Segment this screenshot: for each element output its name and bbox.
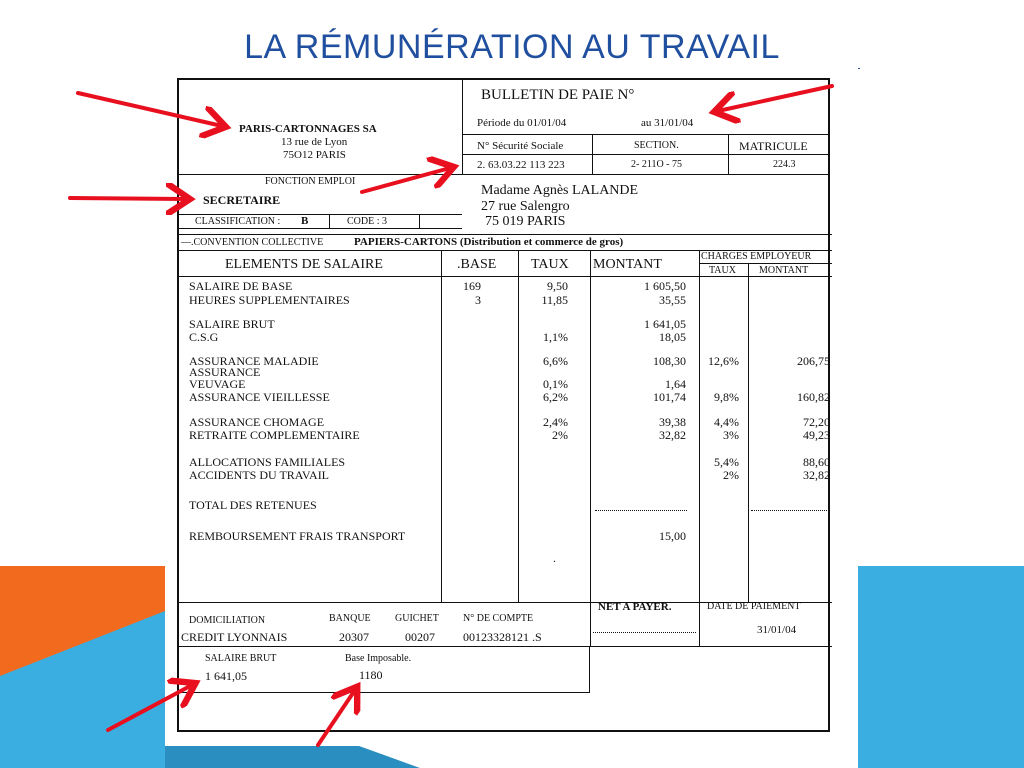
row-label: VEUVAGE [189, 377, 246, 391]
row-taux: 6,2% [543, 390, 568, 404]
secu-value: 2. 63.03.22 113 223 [477, 159, 565, 171]
row-taux: 9,50 [547, 279, 568, 293]
arrow-base-imposable [318, 690, 355, 745]
row-montant: 35,55 [659, 293, 686, 307]
bank-compte-label: N° DE COMPTE [463, 613, 534, 624]
col-header-elements: ELEMENTS DE SALAIRE [225, 257, 383, 272]
convention-value: PAPIERS-CARTONS (Distribution et commerce de gros) [354, 236, 624, 248]
bank-name: CREDIT LYONNAIS [181, 630, 288, 644]
row-ctaux: 12,6% [708, 354, 739, 368]
bank-guichet-value: 00207 [405, 630, 435, 644]
arrow-fonction [70, 198, 186, 199]
row-montant: 32,82 [659, 428, 686, 442]
base-imposable-label: Base Imposable. [345, 653, 412, 664]
row-montant: 18,05 [659, 330, 686, 344]
col-header-charges-taux: TAUX [709, 265, 736, 276]
row-taux: 11,85 [541, 293, 568, 307]
row-label: HEURES SUPPLEMENTAIRES [189, 293, 350, 307]
arrow-employer [78, 93, 222, 126]
code-label: CODE : 3 [347, 216, 387, 227]
fonction-value: SECRETAIRE [203, 193, 281, 207]
classification-label: CLASSIFICATION : [195, 216, 281, 227]
row-label: ASSURANCE CHOMAGE [189, 415, 325, 429]
row-base: 169 [463, 279, 481, 293]
row-cmontant: 160,82 [797, 390, 830, 404]
col-header-montant: MONTANT [593, 257, 662, 272]
bank-domiciliation-label: DOMICILIATION [189, 615, 266, 626]
employee-street: 27 rue Salengro [481, 199, 570, 214]
base-imposable-value: 1180 [359, 668, 383, 682]
row-base: 3 [475, 293, 481, 307]
bulletin-title: BULLETIN DE PAIE N° [481, 87, 635, 103]
employer-name: PARIS-CARTONNAGES SA [239, 123, 377, 135]
row-label: SALAIRE DE BASE [189, 279, 293, 293]
row-montant: 15,00 [659, 529, 686, 543]
col-header-charges: CHARGES EMPLOYEUR [701, 251, 812, 262]
row-label: TOTAL DES RETENUES [189, 498, 317, 512]
row-ctaux: 5,4% [714, 455, 739, 469]
matricule-value: 224.3 [773, 159, 796, 170]
bank-banque-label: BANQUE [329, 613, 371, 624]
section-value: 2- 211O - 75 [631, 159, 683, 170]
row-cmontant: 88,60 [803, 455, 830, 469]
dot-mark: . [553, 551, 556, 565]
fonction-label: FONCTION EMPLOI [265, 176, 356, 187]
row-cmontant: 49,23 [803, 428, 830, 442]
row-montant: 1,64 [665, 377, 686, 391]
row-label: ASSURANCE VIEILLESSE [189, 390, 330, 404]
convention-label: —.CONVENTION COLLECTIVE [181, 237, 324, 248]
row-taux: 0,1% [543, 377, 568, 391]
arrow-secu [362, 168, 450, 192]
date-value: 31/01/04 [757, 624, 797, 636]
bank-compte-value: 00123328121 .S [463, 630, 542, 644]
arrow-salaire-brut [108, 685, 192, 730]
col-header-base: .BASE [457, 257, 497, 272]
net-label: NET A PAYER. [598, 601, 672, 613]
date-label: DATE DE PAIEMENT [707, 601, 801, 612]
row-montant: 1 605,50 [644, 279, 686, 293]
convention-label-text: CONVENTION COLLECTIVE [193, 237, 324, 248]
employee-city: 75 019 PARIS [485, 214, 566, 229]
classification-value: B [301, 215, 309, 227]
col-header-charges-montant: MONTANT [759, 265, 809, 276]
employer-street: 13 rue de Lyon [281, 136, 348, 148]
row-ctaux: 9,8% [714, 390, 739, 404]
period-to: au 31/01/04 [641, 117, 694, 129]
row-label: RETRAITE COMPLEMENTAIRE [189, 428, 360, 442]
period-from: Période du 01/01/04 [477, 117, 567, 129]
slide-title: LA RÉMUNÉRATION AU TRAVAIL [244, 28, 780, 66]
row-montant: 1 641,05 [644, 317, 686, 331]
row-cmontant: 32,82 [803, 468, 830, 482]
employer-city: 75O12 PARIS [283, 149, 346, 161]
row-ctaux: 4,4% [714, 415, 739, 429]
matricule-label: MATRICULE [739, 139, 808, 153]
row-label: C.S.G [189, 330, 219, 344]
col-header-taux: TAUX [531, 257, 569, 272]
row-cmontant: 206,75 [797, 354, 830, 368]
row-taux: 2% [552, 428, 568, 442]
row-label: ALLOCATIONS FAMILIALES [189, 455, 346, 469]
section-label: SECTION. [634, 140, 679, 151]
secu-label: N° Sécurité Sociale [477, 140, 564, 152]
row-montant: 108,30 [653, 354, 686, 368]
row-ctaux: 3% [723, 428, 739, 442]
salaire-brut-label: SALAIRE BRUT [205, 653, 277, 664]
row-label: ASSURANCE MALADIE [189, 354, 319, 368]
row-taux: 1,1% [543, 330, 568, 344]
row-label: SALAIRE BRUT [189, 317, 275, 331]
row-label: ACCIDENTS DU TRAVAIL [189, 468, 330, 482]
row-montant: 101,74 [653, 390, 686, 404]
row-cmontant: 72,20 [803, 415, 830, 429]
bank-banque-value: 20307 [339, 630, 369, 644]
row-label: ASSURANCE [189, 365, 261, 379]
row-ctaux: 2% [723, 468, 739, 482]
row-taux: 2,4% [543, 415, 568, 429]
employee-name: Madame Agnès LALANDE [481, 183, 639, 198]
row-taux: 6,6% [543, 354, 568, 368]
row-label: REMBOURSEMENT FRAIS TRANSPORT [189, 529, 406, 543]
row-montant: 39,38 [659, 415, 686, 429]
salaire-brut-value: 1 641,05 [205, 669, 247, 683]
bank-guichet-label: GUICHET [395, 613, 439, 624]
arrow-period [718, 86, 832, 111]
